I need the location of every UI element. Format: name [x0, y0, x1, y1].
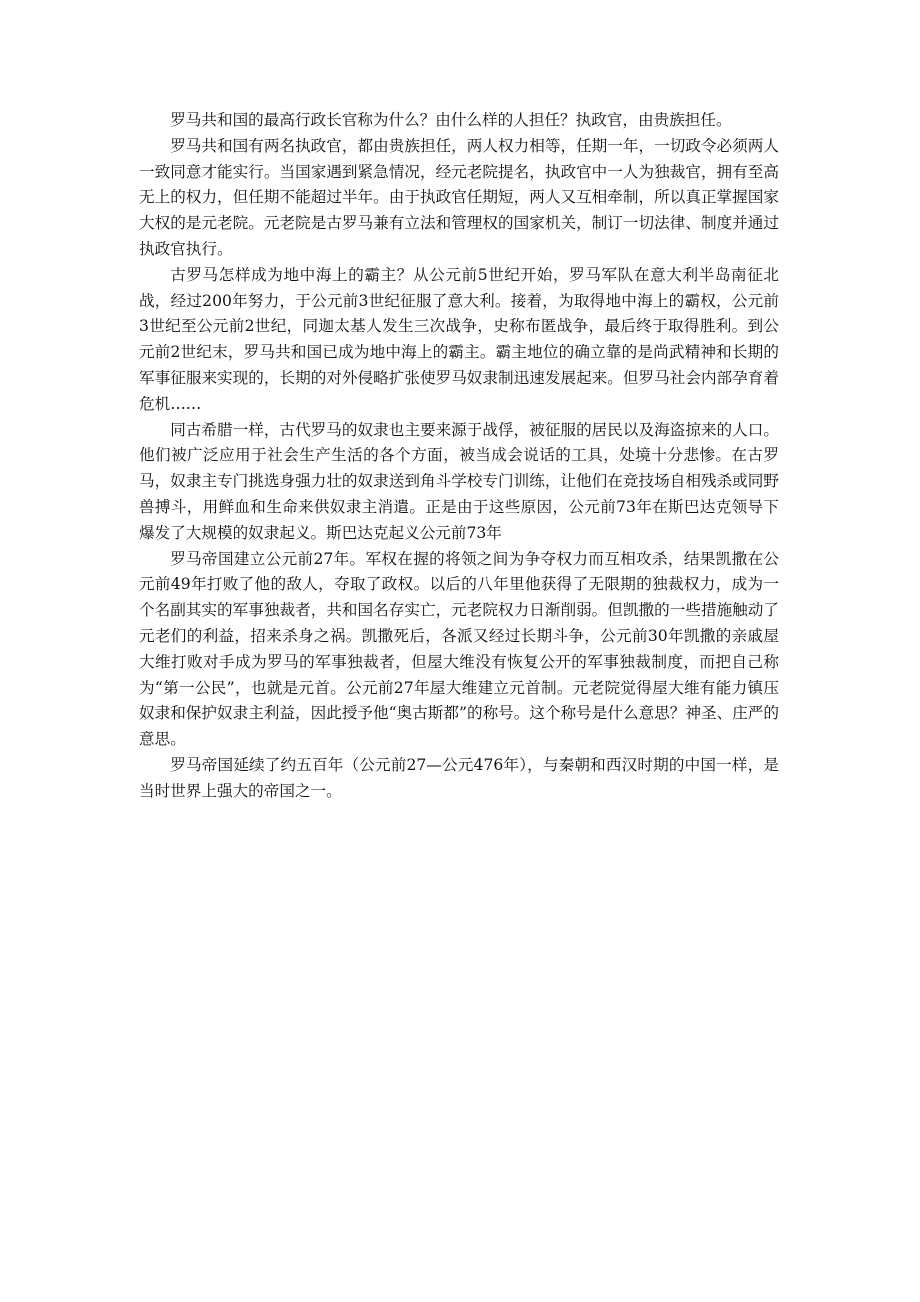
paragraph-roman-empire-founding: 罗马帝国建立公元前27年。军权在握的将领之间为争夺权力而互相攻杀，结果凯撒在公元前49年打败了他的敌人，夺取了政权。以后的八年里他获得了无限期的独裁权力，成为一个名副其实的军事独裁者，共和国名存实亡，元老院权力日渐削弱。但凯撒的一些措施触动了元老们的利益，招来杀身之祸。凯撒死后，各派又经过长期斗争，公元前30年凯撒的亲戚屋大维打败对手成为罗马的军事独裁者，但屋大维没有恢复公开的军事独裁制度，而把自己称为“第一公民”，也就是元首。公元前27年屋大维建立元首制。元老院觉得屋大维有能力镇压奴隶和保护奴隶主利益，因此授予他“奥古斯都”的称号。这个称号是什么意思？神圣、庄严的意思。 [139, 549, 779, 749]
paragraph-roman-empire-duration: 罗马帝国延续了约五百年（公元前27—公元476年），与秦朝和西汉时期的中国一样，是当时世界上强大的帝国之一。 [139, 755, 779, 800]
paragraph-consul-system: 罗马共和国有两名执政官，都由贵族担任，两人权力相等，任期一年，一切政令必须两人一致同意才能实行。当国家遇到紧急情况，经元老院提名，执政官中一人为独裁官，拥有至高无上的权力，但任期不能超过半年。由于执政官任期短，两人又互相牵制，所以真正掌握国家大权的是元老院。元老院是古罗马兼有立法和管理权的国家机关，制订一切法律、制度并通过执政官执行。 [139, 136, 779, 258]
paragraph-consul-question: 罗马共和国的最高行政长官称为什么？由什么样的人担任？执政官，由贵族担任。 [170, 111, 732, 129]
document-body [139, 108, 779, 805]
paragraph-mediterranean-hegemony: 古罗马怎样成为地中海上的霸主？从公元前5世纪开始，罗马军队在意大利半岛南征北战，经过200年努力，于公元前3世纪征服了意大利。接着，为取得地中海上的霸权，公元前3世纪至公元前2世纪，同迦太基人发生三次战争，史称布匿战争，最后终于取得胜利。到公元前2世纪末，罗马共和国已成为地中海上的霸主。霸主地位的确立靠的是尚武精神和长期的军事征服来实现的，长期的对外侵略扩张使罗马奴隶制迅速发展起来。但罗马社会内部孕育着危机…… [139, 265, 779, 413]
paragraph-slavery-spartacus: 同古希腊一样，古代罗马的奴隶也主要来源于战俘，被征服的居民以及海盗掠来的人口。他们被广泛应用于社会生产生活的各个方面，被当成会说话的工具，处境十分悲惨。在古罗马，奴隶主专门挑选身强力壮的奴隶送到角斗学校专门训练，让他们在竞技场自相残杀或同野兽搏斗，用鲜血和生命来供奴隶主消遣。正是由于这些原因，公元前73年在斯巴达克领导下爆发了大规模的奴隶起义。斯巴达克起义公元前73年 [139, 420, 779, 542]
